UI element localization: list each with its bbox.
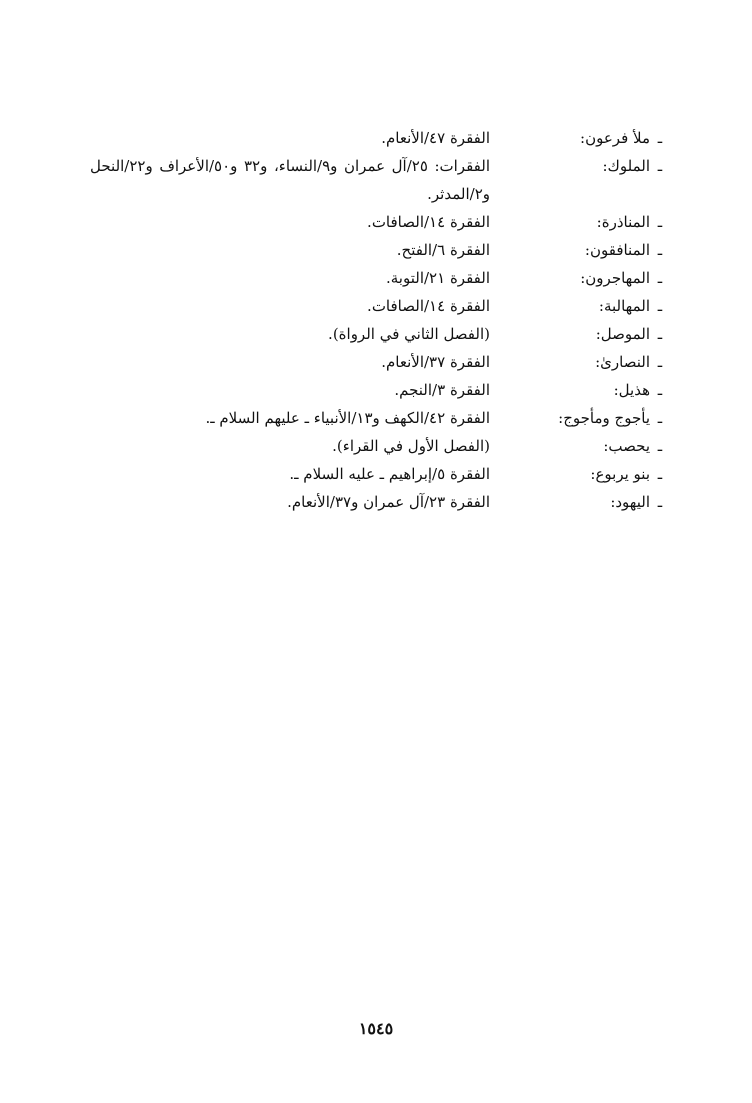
index-list [90, 124, 670, 516]
entry-dash: ـ [657, 353, 663, 371]
entry-reference: الفقرة ١٤/الصافات. [367, 297, 490, 315]
entry-reference: الفقرات: ٢٥/آل عمران و٩/النساء، و٣٢ و٥٠/الأعراف و٢٢/النحل و٢/المدثر. [90, 157, 490, 203]
entry-term: المنافقون: [584, 241, 650, 259]
entry-dash: ـ [657, 269, 663, 287]
entry-dash: ـ [657, 437, 663, 455]
entry-dash: ـ [657, 493, 663, 511]
entry-reference: الفقرة ٣٧/الأنعام. [381, 353, 490, 371]
entry-dash: ـ [657, 409, 663, 427]
index-entry [90, 208, 670, 236]
entry-reference: (الفصل الثاني في الرواة). [328, 325, 490, 343]
entry-term: المهالبة: [598, 297, 650, 315]
index-entry [90, 348, 670, 376]
index-entry [90, 264, 670, 292]
entry-reference: الفقرة ١٤/الصافات. [367, 213, 490, 231]
entry-term: النصارىٰ: [595, 353, 650, 371]
entry-dash: ـ [657, 213, 663, 231]
index-entry [90, 488, 670, 516]
index-entry [90, 152, 670, 208]
index-entry [90, 292, 670, 320]
entry-dash: ـ [657, 381, 663, 399]
entry-term: الموصل: [595, 325, 650, 343]
index-entry [90, 460, 670, 488]
entry-reference: الفقرة ٢٣/آل عمران و٣٧/الأنعام. [287, 493, 490, 511]
entry-term: المهاجرون: [580, 269, 650, 287]
entry-dash: ـ [657, 465, 663, 483]
entry-dash: ـ [657, 129, 663, 147]
entry-reference: الفقرة ٤٧/الأنعام. [381, 129, 490, 147]
entry-term: يحصب: [603, 437, 650, 455]
entry-term: المناذرة: [596, 213, 650, 231]
entry-term: اليهود: [610, 493, 650, 511]
entry-term: هذيل: [613, 381, 650, 399]
page-number: ١٥٤٥ [358, 1019, 394, 1038]
index-entry [90, 404, 670, 432]
entry-reference: الفقرة ٤٢/الكهف و١٣/الأنبياء ـ عليهم السلام ـ. [205, 409, 490, 427]
entry-term: ملأ فرعون: [580, 129, 650, 147]
entry-dash: ـ [657, 241, 663, 259]
index-entry [90, 432, 670, 460]
entry-dash: ـ [657, 297, 663, 315]
entry-reference: الفقرة ٥/إبراهيم ـ عليه السلام ـ. [289, 465, 490, 483]
entry-reference: الفقرة ٢١/التوبة. [385, 269, 490, 287]
entry-term: الملوك: [602, 157, 650, 175]
entry-reference: (الفصل الأول في القراء). [332, 437, 490, 455]
index-entry [90, 376, 670, 404]
entry-dash: ـ [657, 157, 663, 175]
index-entry [90, 236, 670, 264]
index-entry [90, 320, 670, 348]
entry-reference: الفقرة ٦/الفتح. [396, 241, 490, 259]
entry-dash: ـ [657, 325, 663, 343]
entry-reference: الفقرة ٣/النجم. [394, 381, 490, 399]
entry-term: يأجوج ومأجوج: [558, 409, 650, 427]
index-entry [90, 124, 670, 152]
entry-term: بنو يربوع: [590, 465, 650, 483]
